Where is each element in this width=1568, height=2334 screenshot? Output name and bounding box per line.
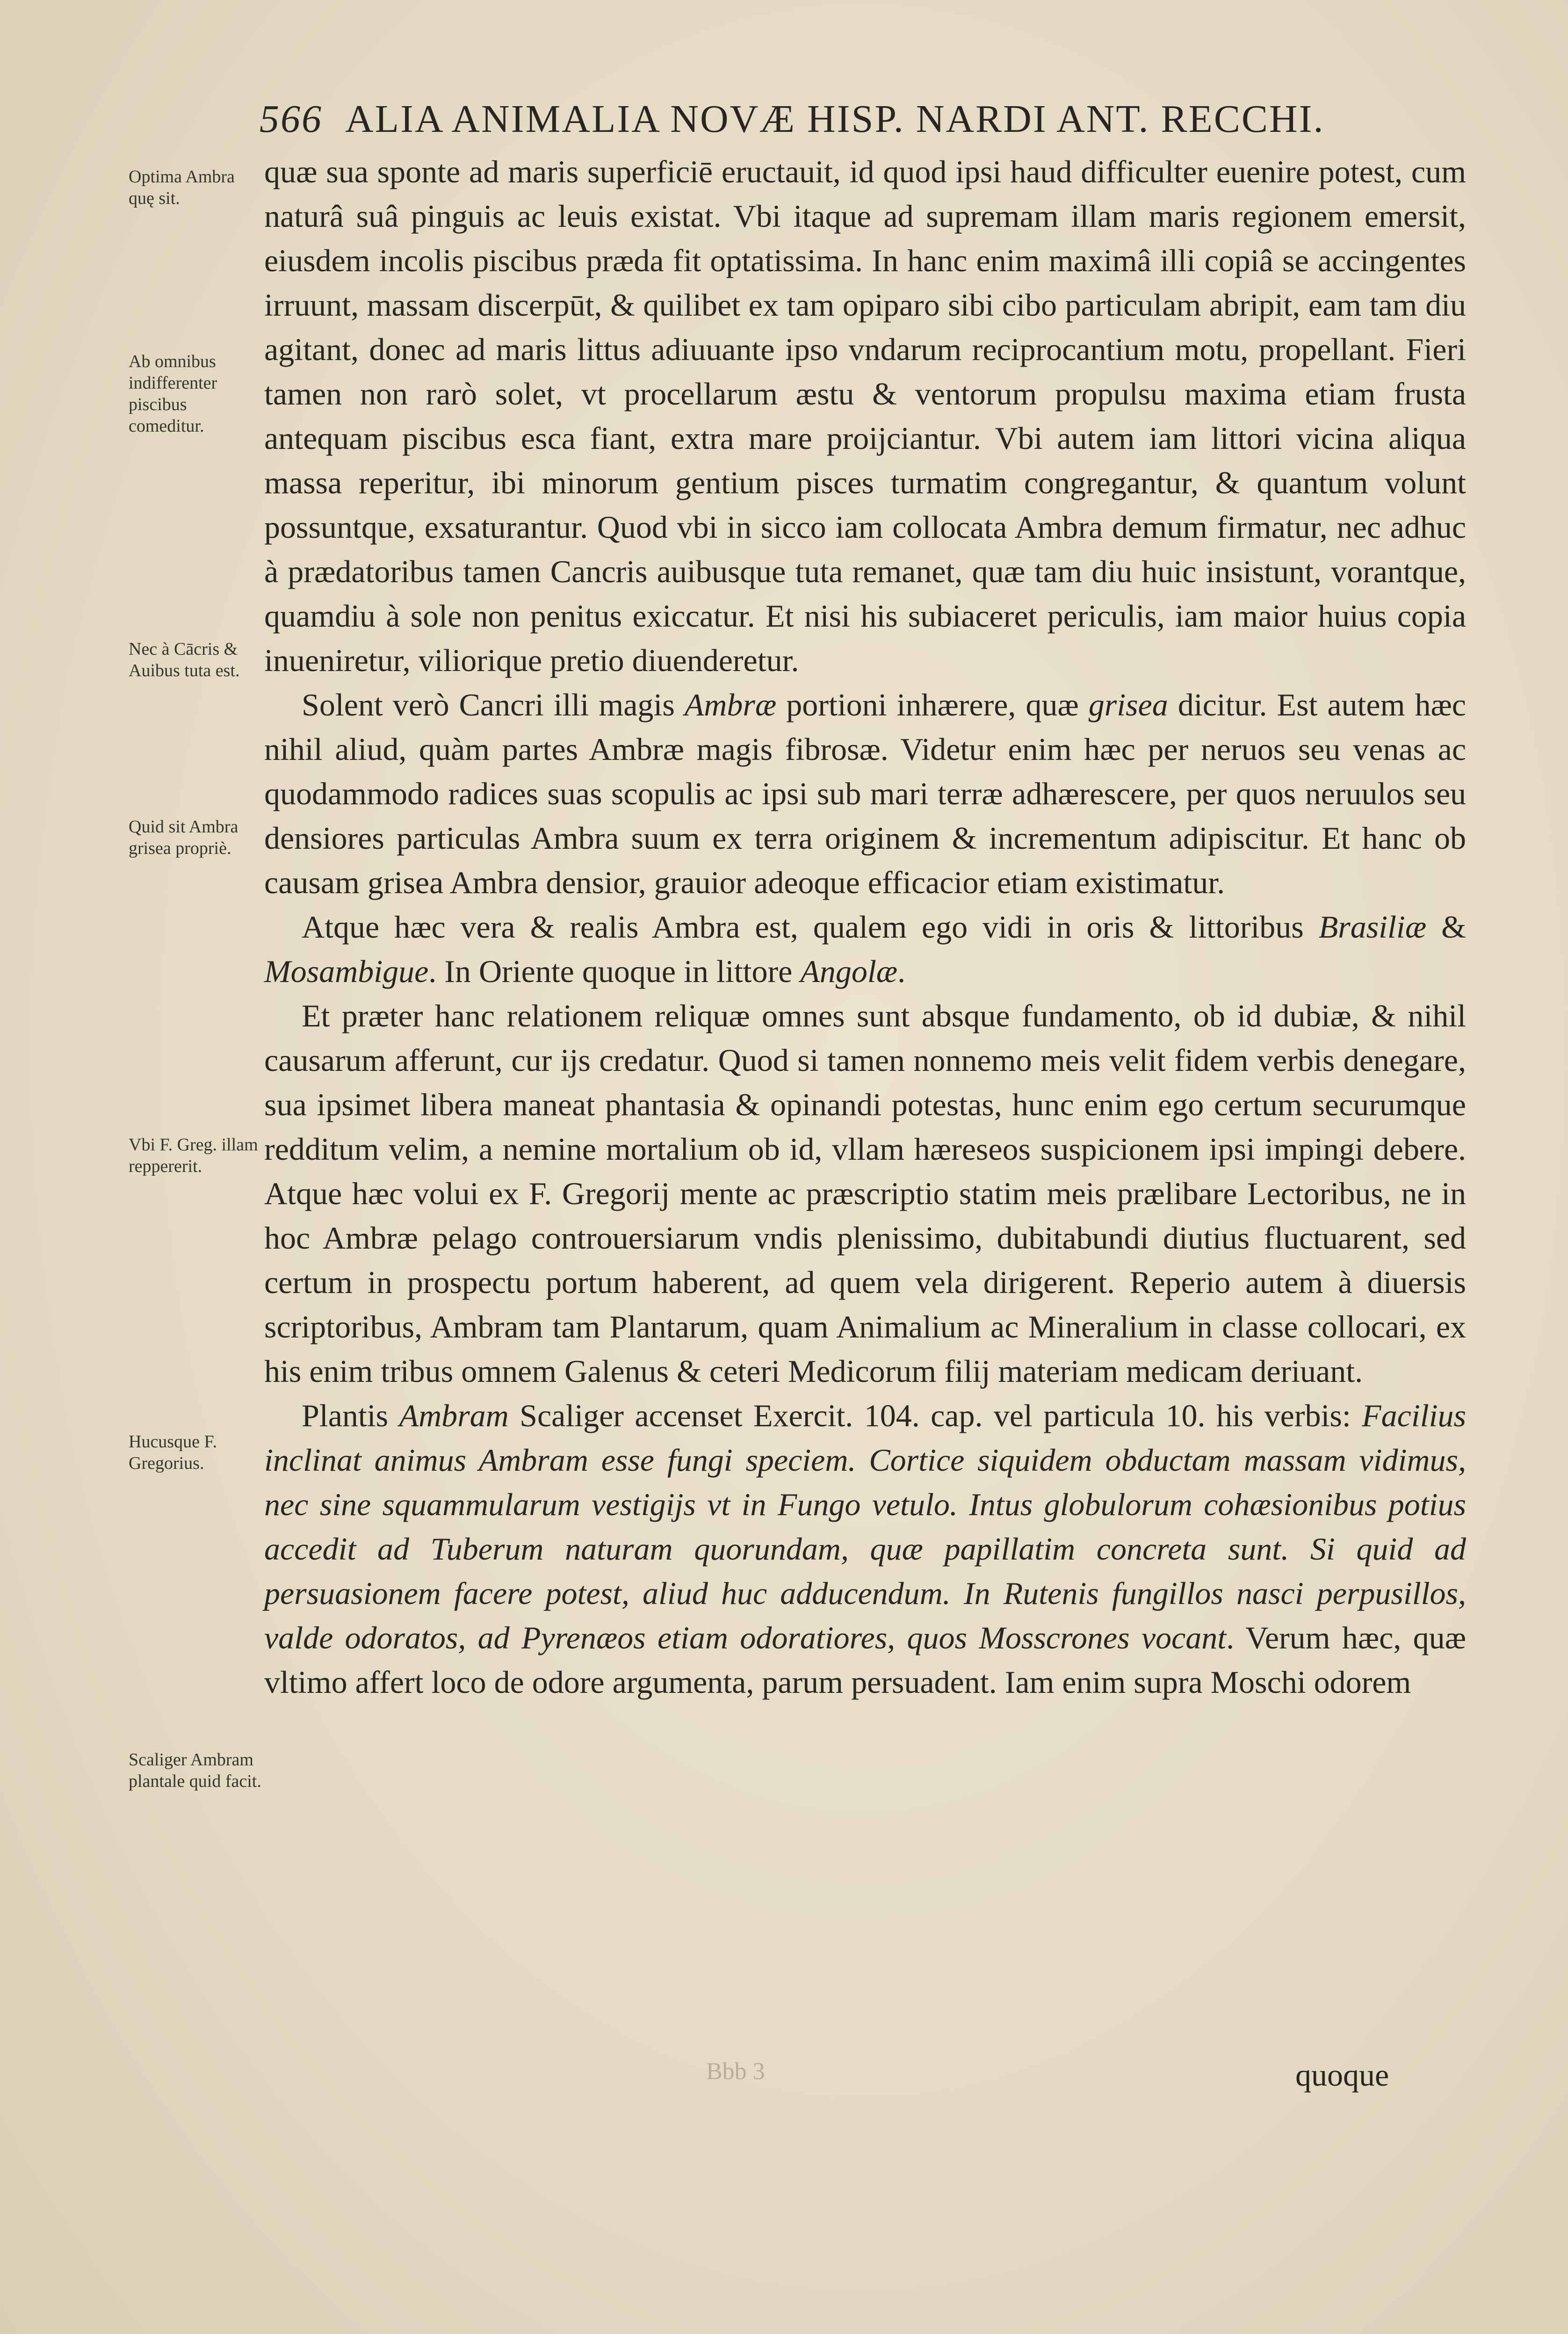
running-header <box>260 91 1494 147</box>
catchword: quoque <box>1295 2057 1389 2093</box>
paragraph: Solent verò Cancri illi magis Ambræ portioni inhærere, quæ grisea dicitur. Est autem hæc nihil aliud, quàm partes Ambræ magis fibrosæ. Videtur enim hæc per neruos seu venas ac quodammodo radices suas scopulis ac ipsi sub mari terræ adhærescere, per quos neruulos seu densiores particulas Ambra suum ex terra originem & incrementum adipiscitur. Et hanc ob causam grisea Ambra densior, grauior adeoque efficacior etiam existimatur. <box>264 687 1466 900</box>
main-text <box>264 150 1466 1705</box>
running-title: ALIA ANIMALIA NOVÆ HISP. NARDI ANT. RECCHI. <box>345 97 1325 141</box>
paragraph: Atque hæc vera & realis Ambra est, qualem ego vidi in oris & littoribus Brasiliæ & Mosambigue. In Oriente quoque in littore Angolæ. <box>264 909 1466 989</box>
margin-note: Hucusque F. Gregorius. <box>129 1432 217 1473</box>
margin-note: Scaliger Ambram plantale quid facit. <box>129 1750 261 1791</box>
margin-note: Quid sit Ambra grisea propriè. <box>129 817 238 858</box>
paragraph: Et præter hanc relationem reliquæ omnes sunt absque fundamento, ob id dubiæ, & nihil causarum afferunt, cur ijs credatur. Quod si tamen nonnemo meis velit fidem verbis denegare, sua ipsimet libera maneat phantasia & opinandi potestas, hunc enim ego certum securumque redditum velim, a nemine mortalium ob id, vllam hæreseos suspicionem ipsi impingi debere. Atque hæc volui ex F. Gregorij mente ac præscriptio statim meis prælibare Lectoribus, ne in hoc Ambræ pelago controuersiarum vndis plenissimo, dubitabundi diutius fluctuarent, sed certum in prospectu portum haberent, ad quem vela dirigerent. Reperio autem à diuersis scriptoribus, Ambram tam Plantarum, quam Animalium ac Mineralium in classe collocari, ex his enim tribus omnem Galenus & ceteri Medicorum filij materiam medicam deriuant. <box>264 998 1466 1389</box>
margin-note: Ab omnibus indifferenter piscibus comeditur. <box>129 352 217 436</box>
margin-note: Nec à Cācris & Auibus tuta est. <box>129 639 240 680</box>
margin-note: Optima Ambra quę sit. <box>129 167 235 208</box>
paragraph: quæ sua sponte ad maris superficiē eructauit, id quod ipsi haud difficulter euenire potest, cum naturâ suâ pinguis ac leuis existat. Vbi itaque ad supremam illam maris regionem emersit, eiusdem incolis piscibus præda fit optatissima. In hanc enim maximâ illi copiâ se accingentes irruunt, massam discerpūt, & quilibet ex tam opiparo sibi cibo particulam abripit, eam tam diu agitant, donec ad maris littus adiuuante ipso vndarum reciprocantium motu, propellant. Fieri tamen non rarò solet, vt procellarum æstu & ventorum propulsu maxima etiam frusta antequam piscibus esca fiant, extra mare proijciantur. Vbi autem iam littori vicina aliqua massa reperitur, ibi minorum gentium pisces turmatim congregantur, & quantum volunt possuntque, exsaturantur. Quod vbi in sicco iam collocata Ambra demum firmatur, nec adhuc à prædatoribus tamen Cancris auibusque tuta remanet, quæ tam diu huic insistunt, vorantque, quamdiu à sole non penitus exiccatur. Et nisi his subiaceret periculis, iam maior huius copia inueniretur, viliorique pretio diuenderetur. <box>264 154 1466 678</box>
paragraph: Plantis Ambram Scaliger accenset Exercit. 104. cap. vel particula 10. his verbis: Facilius inclinat animus Ambram esse fungi speciem. Cortice siquidem obductam massam vidimus, nec sine squammularum vestigijs vt in Fungo vetulo. Intus globulorum cohæsionibus potius accedit ad Tuberum naturam quorundam, quæ papillatim concreta sunt. Si quid ad persuasionem facere potest, aliud huc adducendum. In Rutenis fungillos nasci perpusillos, valde odoratos, ad Pyrenæos etiam odoratiores, quos Mosscrones vocant. Verum hæc, quæ vltimo affert loco de odore argumenta, parum persuadent. Iam enim supra Moschi odorem <box>264 1398 1466 1700</box>
signature-mark: Bbb 3 <box>706 2058 765 2085</box>
margin-note: Vbi F. Greg. illam reppererit. <box>129 1135 258 1176</box>
page-number: 566 <box>260 97 323 141</box>
